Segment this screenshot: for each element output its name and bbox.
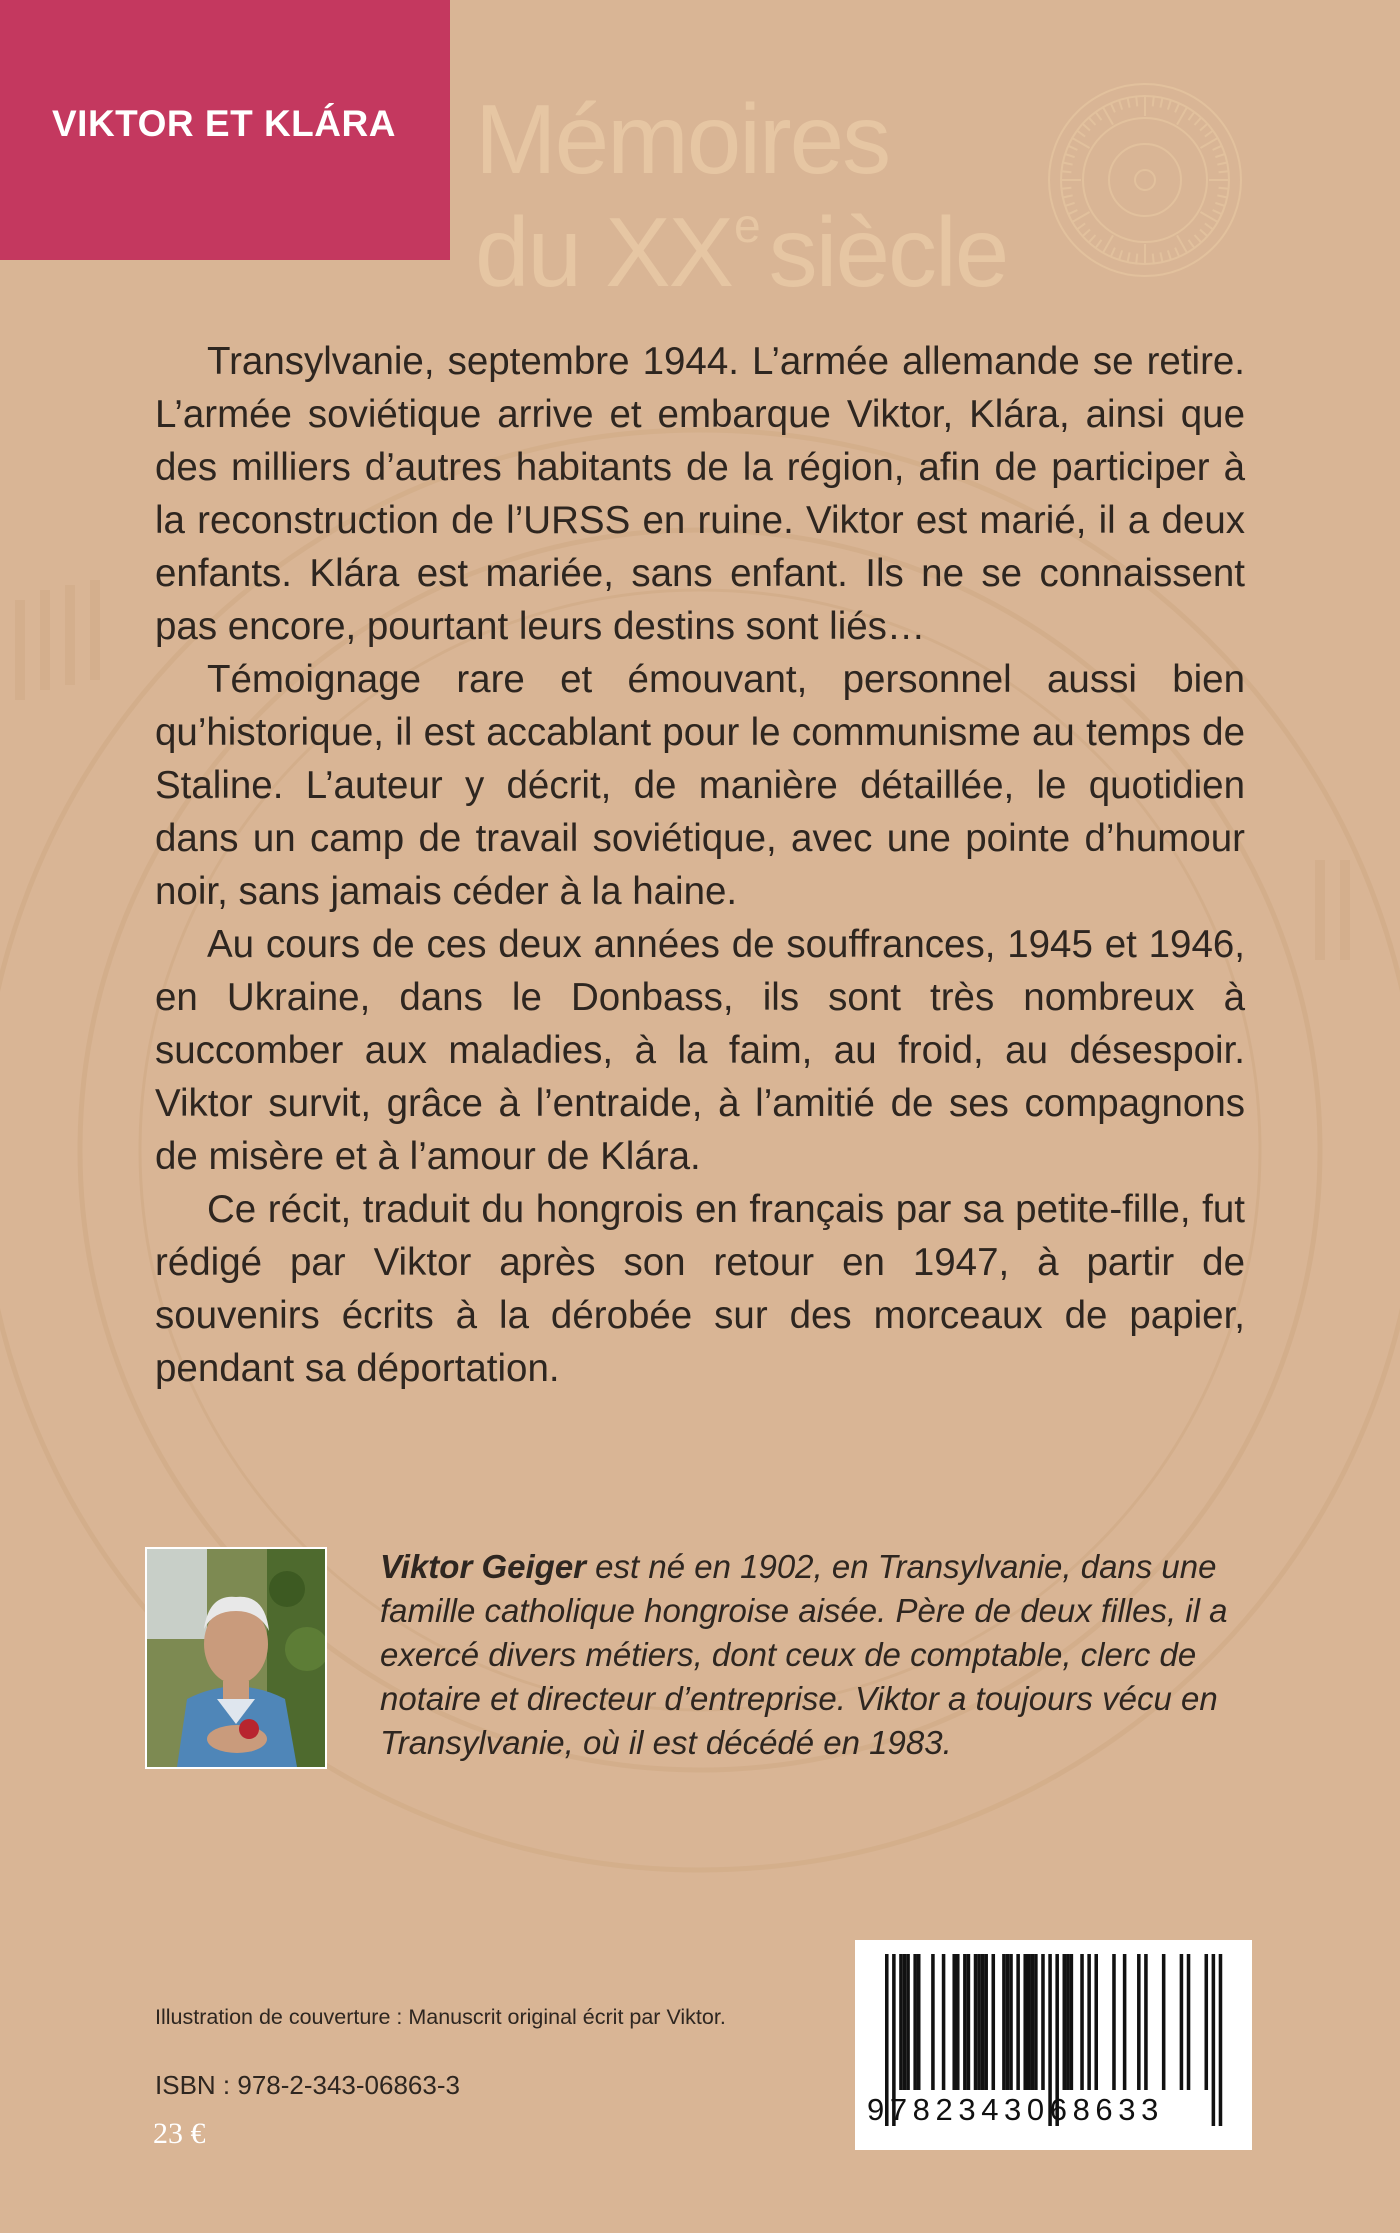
price-label: 23 € (153, 2117, 206, 2150)
series-title (475, 84, 1008, 307)
barcode-bar (1162, 1954, 1166, 2090)
series-line-1: Mémoires (475, 84, 890, 194)
clock-emblem-icon (1045, 80, 1245, 280)
barcode-bar (977, 1954, 981, 2090)
barcode-bar (1016, 1954, 1020, 2090)
barcode-bar (1006, 1954, 1010, 2090)
barcode-bar (956, 1954, 960, 2090)
barcode-bar (906, 1954, 910, 2090)
barcode (855, 1940, 1252, 2150)
barcode-bar (1034, 1954, 1038, 2090)
barcode-bar (1094, 1954, 1098, 2090)
barcode-bar (931, 1954, 935, 2090)
author-bio-text: est né en 1902, en Transylvanie, dans une famille catholique hongroise aisée. Père de deux filles, il a exercé divers métiers, dont ceux de comptable, clerc de notaire et directeur d’entreprise. Viktor a toujours vécu en Transylvanie, où il est décédé en 1983. (380, 1548, 1228, 1761)
barcode-bar (1144, 1954, 1148, 2090)
barcode-bar (942, 1954, 946, 2090)
barcode-digits: 9782343068633 (867, 2092, 1164, 2127)
barcode-bar (903, 1954, 907, 2090)
cover-credit: Illustration de couverture : Manuscrit original écrit par Viktor. (155, 2005, 726, 2029)
barcode-bar (1070, 1954, 1074, 2090)
series-prefix: du XX (475, 197, 732, 307)
isbn-number: ISBN : 978-2-343-06863-3 (155, 2070, 460, 2100)
barcode-bar (1080, 1954, 1084, 2090)
barcode-bar (1180, 1954, 1184, 2090)
barcode-bar (981, 1954, 985, 2090)
series-line-2 (475, 183, 1008, 307)
author-name: Viktor Geiger (380, 1548, 587, 1585)
series-suffix: siècle (768, 197, 1008, 307)
author-photo-illustration (147, 1549, 325, 1767)
barcode-bar (1066, 1954, 1070, 2090)
title-box (0, 0, 450, 260)
blurb-paragraph-2: Témoignage rare et émouvant, personnel aussi bien qu’historique, il est accablant pour le communisme au temps de Staline. L’auteur y décrit, de manière détaillée, le quotidien dans un camp de travail soviétique, avec une pointe d’humour noir, sans jamais céder à la haine. (155, 658, 1245, 913)
series-superscript: e (733, 200, 759, 253)
book-title: VIKTOR ET KLÁRA (52, 103, 396, 144)
blurb-paragraph-3: Au cours de ces deux années de souffrances, 1945 et 1946, en Ukraine, dans le Donbass, ils sont très nombreux à succomber aux maladies, à la faim, au froid, au désespoir. Viktor survit, grâce à l’entraide, à l’amitié de ses compagnons de misère et à l’amour de Klára. (155, 923, 1245, 1178)
barcode-bar (899, 1954, 903, 2090)
barcode-bar (963, 1954, 967, 2090)
barcode-bar (1087, 1954, 1091, 2090)
barcode-bar (984, 1954, 988, 2090)
barcode-bar (1009, 1954, 1013, 2090)
barcode-bar (1002, 1954, 1006, 2090)
barcode-bar (1031, 1954, 1035, 2090)
blurb-paragraph-1: Transylvanie, septembre 1944. L’armée allemande se retire. L’armée soviétique arrive et embarque Viktor, Klára, ainsi que des milliers d’autres habitants de la région, afin de participer à la reconstruction de l’URSS en ruine. Viktor est marié, il a deux enfants. Klára est mariée, sans enfant. Ils ne se connaissent pas encore, pourtant leurs destins sont liés… (155, 340, 1245, 648)
barcode-bar (1041, 1954, 1045, 2090)
barcode-bar (992, 1954, 996, 2090)
barcode-bar (1205, 1954, 1209, 2090)
barcode-bar (913, 1954, 917, 2090)
author-bio (380, 1545, 1248, 1765)
blurb-text (155, 335, 1245, 1395)
barcode-bar (1027, 1954, 1031, 2090)
barcode-bar (1023, 1954, 1027, 2090)
barcode-bar (1112, 1954, 1116, 2090)
barcode-bar (1123, 1954, 1127, 2090)
barcode-bar (974, 1954, 978, 2090)
barcode-bar (917, 1954, 921, 2090)
barcode-bar (1063, 1954, 1067, 2090)
barcode-bar (967, 1954, 971, 2090)
author-portrait (145, 1547, 327, 1769)
blurb-paragraph-4: Ce récit, traduit du hongrois en français par sa petite-fille, fut rédigé par Viktor après son retour en 1947, à partir de souvenirs écrits à la dérobée sur des morceaux de papier, pendant sa déportation. (155, 1188, 1245, 1390)
barcode-bar (1137, 1954, 1141, 2090)
barcode-bar (952, 1954, 956, 2090)
barcode-bar (1187, 1954, 1191, 2090)
